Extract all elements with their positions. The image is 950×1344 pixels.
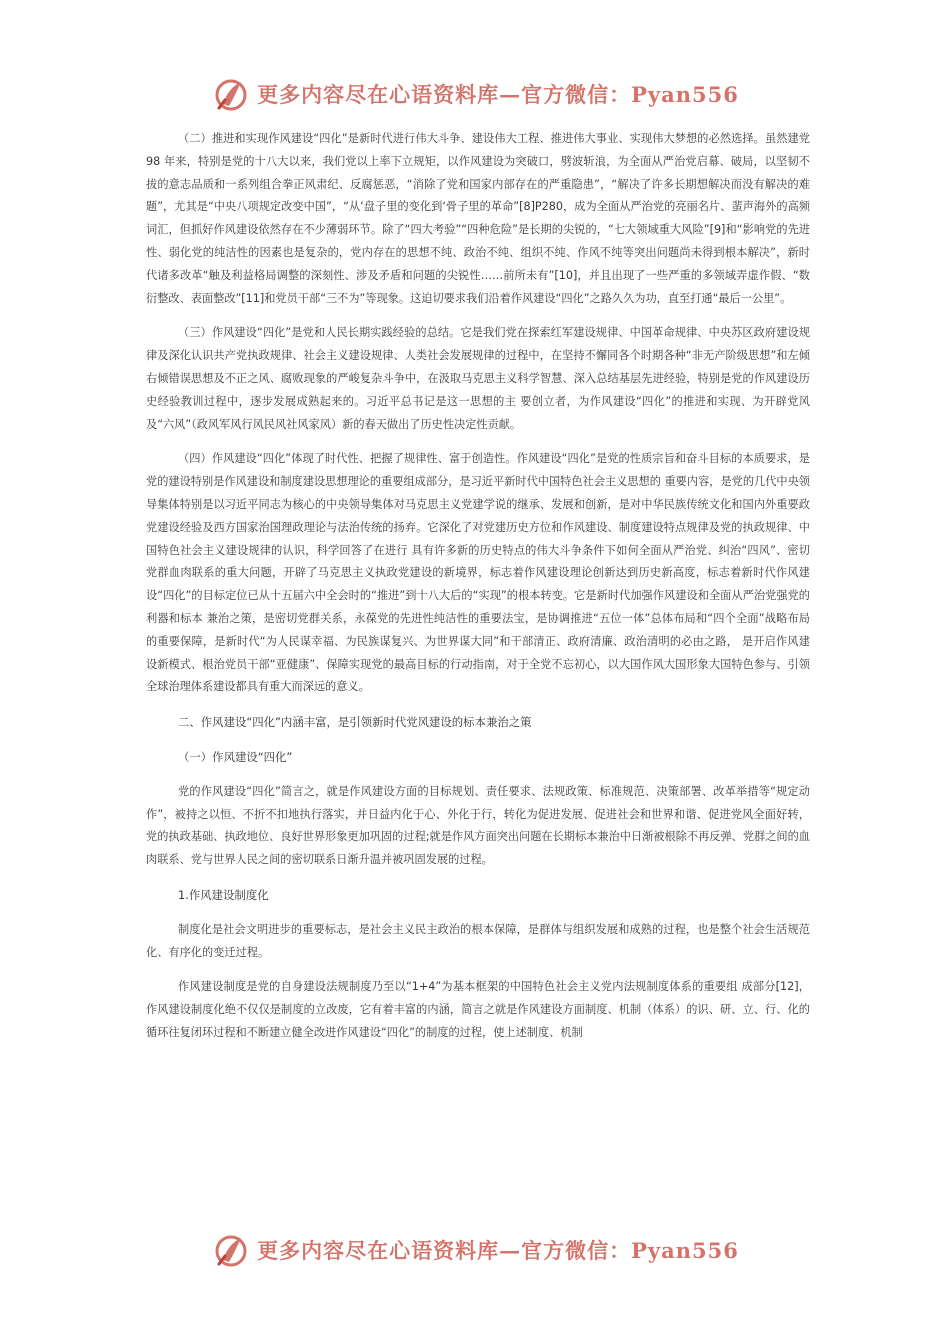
- item-heading-1: 1.作风建设制度化: [178, 887, 269, 902]
- paragraph-2: （二）推进和实现作风建设“四化”是新时代进行伟大斗争、建设伟大工程、推进伟大事业、实现伟大梦想的必然选择。虽然建党 98 年来，特别是党的十八大以来，我们党以上率下立规矩，以作风建设为突破口，劈波斩浪，为全面从严治党启幕、破局，以坚韧不拔的意志品质和一系列组合拳正风肃纪、反腐惩恶，“消除了党和国家内部存在的严重隐患”，“解决了许多长期想解决而没有解决的难题”，尤其是“中央八项规定改变中国”，“从‘盘子里的变化到‘骨子里的革命”[8]P280，成为全面从严治党的亮丽名片、蜚声海外的高频词汇，但抓好作风建设依然存在不少薄弱环节。除了“四大考验”“四种危险”是长期的尖锐的，“七大领域重大风险”[9]和“影响党的先进性、弱化党的纯洁性的因素也是复杂的，党内存在的思想不纯、政治不纯、组织不纯、作风不纯等突出问题尚未得到根本解决”，新时代诸多改革“触及利益格局调整的深刻性、涉及矛盾和问题的尖锐性……前所未有”[10]，并且出现了一些严重的多领域弄虚作假、“数衍整改、表面整改”[11]和党员干部“三不为”等现象。这迫切要求我们沿着作风建设“四化”之路久久为功，直至打通“最后一公里”。: [146, 132, 810, 305]
- paragraph-3: （三）作风建设“四化”是党和人民长期实践经验的总结。它是我们党在探索红军建设规律、中国革命规律、中央苏区政府建设规律及深化认识共产党执政规律、社会主义建设规律、人类社会发展规律的过程中，在坚持不懈同各个时期各种“非无产阶级思想”和左倾右倾错误思想及不正之风、腐败现象的严峻复杂斗争中，在汲取马克思主义科学智慧、深入总结基层先进经验，特别是党的作风建设历史经验教训过程中，逐步发展成熟起来的。习近平总书记是这一思想的主 要创立者，为作风建设“四化”的推进和实现、为开辟党风及“六风”（政风军风行风民风社风家风）新的春天做出了历史性决定性贡献。: [146, 326, 810, 431]
- document-body: [146, 128, 810, 1045]
- footer-watermark: [0, 1228, 950, 1272]
- watermark-text: 更多内容尽在心语资料库—官方微信：Pyan556: [257, 1238, 739, 1263]
- paragraph-system: 作风建设制度是党的自身建设法规制度乃至以“1+4”为基本框架的中国特色社会主义党内法规制度体系的重要组 成部分[12]，作风建设制度化绝不仅仅是制度的立改废，它有着丰富的内涵，简言之就是作风建设方面制度、机制（体系）的识、研、立、行、化的循环往复闭环过程和不断建立健全改进作风建设“四化”的制度的过程，使上述制度、机制: [146, 980, 810, 1039]
- subsection-heading-1: （一）作风建设“四化”: [178, 749, 293, 764]
- paragraph-definition: 党的作风建设“四化”简言之，就是作风建设方面的目标规划、责任要求、法规政策、标准规范、决策部署、改革举措等“规定动作”，被持之以恒、不折不扣地执行落实，并日益内化于心、外化于行，转化为促进发展、促进社会和世界和谐、促进党风全面好转，党的执政基础、执政地位、良好世界形象更加巩固的过程;就是作风方面突出问题在长期标本兼治中日渐被根除不再反弹、党群之间的血肉联系、党与世界人民之间的密切联系日渐升温并被巩固发展的过程。: [146, 784, 810, 867]
- section-heading-2: 二、作风建设“四化”内涵丰富，是引领新时代党风建设的标本兼治之策: [178, 715, 532, 730]
- header-watermark: [0, 72, 950, 116]
- watermark-logo-icon: [211, 74, 251, 114]
- paragraph-institutionalization: 制度化是社会文明进步的重要标志，是社会主义民主政治的根本保障，是群体与组织发展和成熟的过程，也是整个社会生活规范化、有序化的变迁过程。: [146, 922, 810, 959]
- watermark-text: 更多内容尽在心语资料库—官方微信：Pyan556: [257, 82, 739, 107]
- paragraph-4: （四）作风建设“四化”体现了时代性、把握了规律性、富于创造性。作风建设“四化”是党的性质宗旨和奋斗目标的本质要求，是党的建设特别是作风建设和制度建设思想理论的重要组成部分，是习近平新时代中国特色社会主义思想的 重要内容，是党的几代中央领导集体特别是以习近平同志为核心的中央领导集体对马克思主义党建学说的继承、发展和创新，是对中华民族传统文化和国内外重要政党建设经验及西方国家治国理政理论与法治传统的扬弃。它深化了对党建历史方位和作风建设、制度建设特点规律及党的执政规律、中国特色社会主义建设规律的认识，科学回答了在进行 具有许多新的历史特点的伟大斗争条件下如何全面从严治党、纠治“四风”、密切党群血肉联系的重大问题，开辟了马克思主义执政党建设的新境界，标志着作风建设理论创新达到历史新高度，标志着新时代作风建设“四化”的目标定位已从十五届六中全会时的“推进”到十八大后的“实现”的根本转变。它是新时代加强作风建设和全面从严治党强党的利器和标本 兼治之策，是密切党群关系，永葆党的先进性纯洁性的重要法宝，是协调推进“五位一体”总体布局和“四个全面”战略布局的重要保障，是新时代“为人民谋幸福、为民族谋复兴、为世界谋大同”和干部清正、政府清廉、政治清明的必由之路， 是开启作风建设新模式、根治党员干部“亚健康”、保障实现党的最高目标的行动指南，对于全党不忘初心，以大国作风大国形象大国特色参与、引领全球治理体系建设都具有重大而深远的意义。: [146, 452, 810, 694]
- watermark-logo-icon: [211, 1230, 251, 1270]
